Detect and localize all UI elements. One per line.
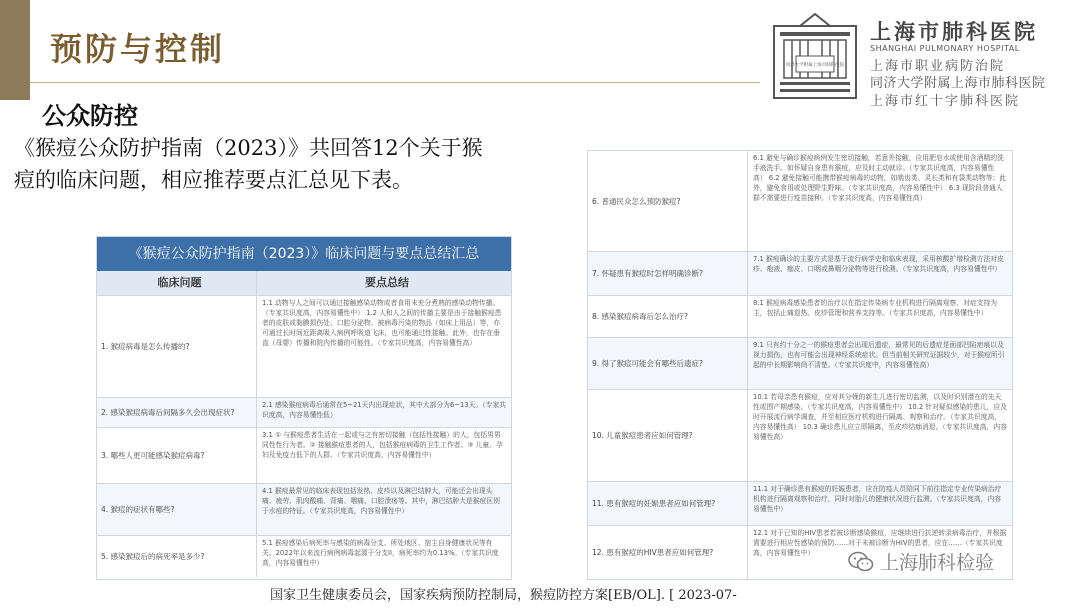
question-cell: 1. 猴痘病毒是怎么传播的? <box>97 296 257 397</box>
logo-hospital-name: 上海市肺科医院 <box>870 19 1038 44</box>
table-row <box>97 535 511 577</box>
emblem-text: 同济大学附属上海市肺科医院 <box>785 63 845 68</box>
table-header <box>97 271 511 295</box>
question-cell: 3. 哪些人更可能感染猴痘病毒? <box>97 428 257 483</box>
summary-cell: 7.1 猴痘确诊的主要方式是基于流行病学史和临床表现，采用核酸扩增检测方法对皮疹、疱液、痂皮、口咽或鼻咽分泌物等进行检测。（专家共识度高，内容易懂性中） <box>753 255 1004 273</box>
table-row <box>97 483 511 535</box>
column-header-question: 临床问题 <box>97 271 257 295</box>
summary-cell: 10.1 若母亲患有猴痘，应对其分娩的新生儿进行密切监测，以及时识别潜在的先天性或围产期感染。（专家共识度高，内容易懂性中） 10.2 针对疑似感染的患儿，应及时开展流行病学调查，并至相应医疗机构进行隔离、观察和治疗。（专家共识度高，内容易懂性高） 10.3 确诊患儿应立即隔离，至皮疹结痂消退。（专家共识度高，内容易懂性高） <box>753 393 1007 441</box>
question-cell: 4. 猴痘的症状有哪些? <box>97 484 257 535</box>
question-cell: 7. 怀疑患有猴痘时怎样明确诊断? <box>588 252 748 295</box>
table-row <box>588 151 1012 251</box>
table-row <box>97 427 511 483</box>
summary-cell: 12.1 对于已知的HIV患者若被诊断感染猴痘，应继续进行抗逆转录病毒治疗，并根据需要进行相应性感染的预防……对于未被诊断为HIV的患者，应在……（专家共识度高，内容易懂性中） <box>753 529 1007 557</box>
summary-cell: 8.1 猴痘病毒感染患者的治疗以在指定传染病专业机构进行隔离观察、对症支持为主，包括止痛退热、皮疹管理和营养支持等。（专家共识度高，内容易懂性中） <box>753 299 998 317</box>
table-row <box>588 337 1012 389</box>
summary-cell: 3.1 ① 与猴痘患者生活在一起或与之有密切接触（包括性接触）的人，包括男男同性性行为者。② 接触猴痘患者的人，包括猴痘病毒的卫生工作者。③ 儿童、孕妇及免疫力低下的人群。（专家共识度高，内容易懂性中） <box>262 431 503 459</box>
wechat-icon <box>848 551 874 573</box>
question-cell: 8. 感染猴痘病毒后怎么治疗? <box>588 296 748 337</box>
table-row <box>588 251 1012 295</box>
hospital-building-icon <box>770 12 860 102</box>
table-row <box>97 397 511 427</box>
intro-text: 《猴痘公众防护指南（2023）》共回答12个关于猴痘的临床问题，相应推荐要点汇总见下表。 <box>14 136 483 192</box>
summary-cell: 2.1 感染猴痘病毒后通常在5~21天内出现症状，其中大部分为6~13天。（专家共识度高，内容易懂性低） <box>262 401 507 419</box>
logo-line-tongji: 同济大学附属上海市肺科医院 <box>870 76 1046 91</box>
guideline-table-left <box>96 236 512 580</box>
table-row <box>588 389 1012 481</box>
question-cell: 6. 普通民众怎么预防猴痘? <box>588 151 748 251</box>
slide-title: 预防与控制 <box>50 30 226 68</box>
logo-line-redcross: 上海市红十字肺科医院 <box>870 94 1021 109</box>
question-cell: 12. 患有猴痘的HIV患者应如何管理? <box>588 526 748 579</box>
question-cell: 11. 患有猴痘的妊娠患者应如何管理? <box>588 482 748 525</box>
table-banner: 《猴痘公众防护指南（2023）》临床问题与要点总结汇总 <box>97 237 511 271</box>
table-row <box>97 295 511 397</box>
summary-cell: 5.1 猴痘感染后病死率与感染的病毒分支、所处地区、宿主自身健康状况等有关。2022年以来流行病例病毒起源于分支II，病死率约为0.13%。（专家共识度高，内容易懂性中） <box>262 539 499 567</box>
summary-cell: 9.1 只有约十分之一的猴痘患者会出现后遗症，最常见的后遗症是面部凹陷疤痕以及视力损伤，也有可能会出现神经系统症状。但当前相关研究证据较少，对于猴痘所引起的中长期影响尚不清楚。（专家共识度中，内容易懂性高） <box>753 341 1005 369</box>
question-cell: 5. 感染猴痘后的病死率是多少? <box>97 536 257 577</box>
logo-line-occupational: 上海市职业病防治院 <box>870 59 1006 74</box>
table-row <box>588 295 1012 337</box>
question-cell: 9. 得了猴痘可能会有哪些后遗症? <box>588 338 748 389</box>
question-cell: 10. 儿童猴痘患者应如何管理? <box>588 390 748 481</box>
question-cell: 2. 感染猴痘病毒后间隔多久会出现症状? <box>97 398 257 427</box>
logo-english-name: SHANGHAI PULMONARY HOSPITAL <box>870 44 1020 53</box>
table-row <box>588 481 1012 525</box>
column-header-summary: 要点总结 <box>365 276 409 289</box>
accent-bar <box>0 0 30 100</box>
section-title: 公众防控 <box>42 101 138 130</box>
table-body <box>97 295 511 577</box>
wechat-watermark <box>848 548 994 575</box>
summary-cell: 4.1 猴痘最常见的临床表现包括发热、皮疹以及淋巴结肿大，可能还会出现头痛、疲劳、肌肉酸痛、背痛、咽痛、口腔溃疡等。其中，淋巴结肿大是猴痘区别于水痘的特征。（专家共识度高，内容易懂性中） <box>262 487 500 515</box>
watermark-text: 上海肺科检验 <box>880 552 995 574</box>
header-divider <box>30 82 760 83</box>
hospital-logo <box>770 10 1070 109</box>
summary-cell: 6.1 避免与确诊猴痘病例发生密切接触，若意外接触，应用肥皂水或使用含酒精的洗手液洗手。如怀疑自身患有猴痘，应及时主动就诊。（专家共识度高，内容易懂性高） 6.2 避免接触可能携带猴痘病毒的动物，如啮齿类、灵长类和有袋类动物等；此外，避免食用或处理野生野味。（专家共识度高，内容易懂性中） 6.3 现阶段普通人群不需要进行疫苗接种。（专家共识度高，内容易懂性高） <box>753 154 1007 202</box>
guideline-table-right <box>587 150 1013 580</box>
summary-cell: 1.1 动物与人之间可以通过接触感染动物或者食用未充分煮熟的感染动物传播。（专家共识度高，内容易懂性中） 1.2 人和人之间的传播主要是由于接触猴痘患者的皮肤或黏膜损伤处、口腔分泌物、被病毒污染的物品（如床上用品）等，亦可通过长时间近距离吸入病例呼吸道飞沫，也可能通过性接触。此外，也存在垂直（母婴）传播和院内传播的可能性。（专家共识度高，内容易懂性高） <box>262 299 502 347</box>
summary-cell: 11.1 对于确诊患有猴痘的妊娠患者，应在防疫人员陪同下前往指定专业传染病治疗机构进行隔离观察和治疗，同时对胎儿的健康状况进行监测。（专家共识度高，内容易懂性中） <box>753 485 1002 513</box>
source-citation: 国家卫生健康委员会，国家疾病预防控制局，猴痘防控方案[EB/OL]. [ 2023-07- <box>270 588 737 603</box>
